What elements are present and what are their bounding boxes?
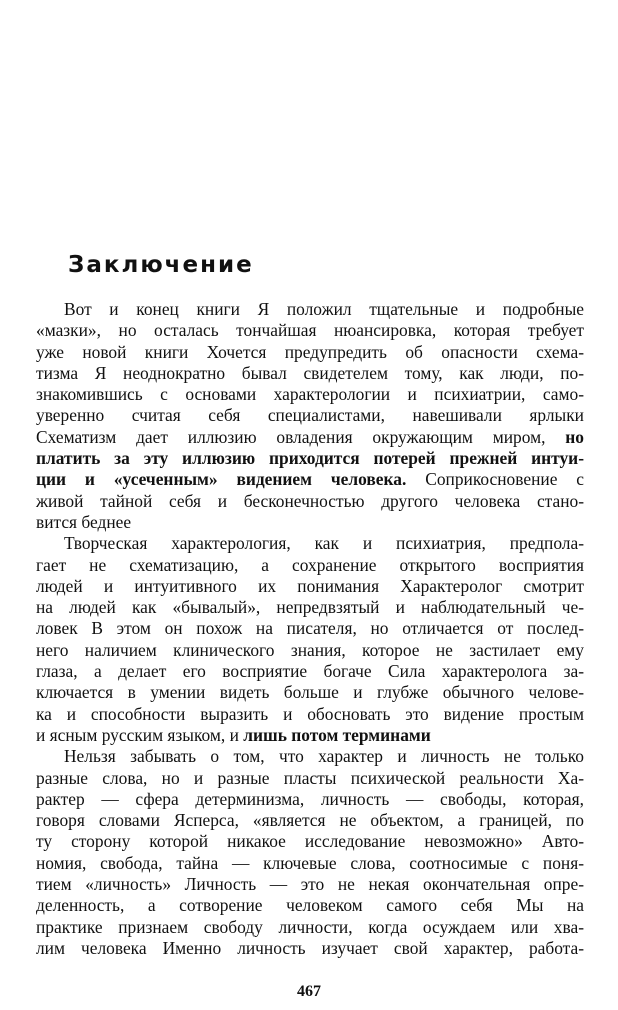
text-line: номия, свобода, тайна — ключевые слова, соотносимые с поня- xyxy=(36,852,584,873)
bold-text-segment: лишь потом терминами xyxy=(243,724,431,745)
text-line: уверенно считая себя специалистами, навешивали ярлыки xyxy=(36,405,584,426)
paragraph-2 xyxy=(36,533,584,746)
text-line xyxy=(36,725,584,746)
bold-text-segment: ции и «усеченным» видением человека. xyxy=(36,469,407,490)
text-line: тием «личность» Личность — это не некая окончательная опре- xyxy=(36,874,584,895)
bold-text-segment: но xyxy=(565,426,584,447)
text-line: глаза, а делает его восприятие богаче Сила характеролога за- xyxy=(36,661,584,682)
text-line xyxy=(36,469,584,490)
text-line: «мазки», но осталась тончайшая нюансировка, которая требует xyxy=(36,320,584,341)
page-number: 467 xyxy=(297,983,321,1000)
text-line: тизма Я неоднократно бывал свидетелем тому, как люди, по- xyxy=(36,362,584,383)
text-line: него наличием клинического знания, которое не застилает ему xyxy=(36,639,584,660)
text-line: ка и способности выразить и обосновать это видение простым xyxy=(36,703,584,724)
paragraph-3 xyxy=(36,746,584,959)
text-line: живой тайной себя и бесконечностью другого человека стано- xyxy=(36,490,584,511)
text-line: говоря словами Ясперса, «является не объектом, а границей, по xyxy=(36,810,584,831)
text-line: гает не схематизацию, а сохранение открытого восприятия xyxy=(36,554,584,575)
text-segment: и ясным русским языком, и xyxy=(36,724,239,745)
text-line: вится беднее xyxy=(36,511,132,532)
bold-text-line: платить за эту иллюзию приходится потерей прежней интуи- xyxy=(36,448,584,469)
text-line: людей и интуитивного их понимания Характеролог смотрит xyxy=(36,575,584,596)
text-line: уже новой книги Хочется предупредить об опасности схема- xyxy=(36,341,584,362)
text-line: ключается в умении видеть больше и глубже обычного челове- xyxy=(36,682,584,703)
text-line: Вот и конец книги Я положил тщательные и подробные xyxy=(64,299,584,319)
chapter-heading: Заключение xyxy=(68,252,254,278)
text-line: рактер — сфера детерминизма, личность — свободы, которая, xyxy=(36,788,584,809)
text-line xyxy=(36,427,584,448)
text-line: ловек В этом он похож на писателя, но отличается от послед- xyxy=(36,618,584,639)
text-line: деленность, а сотворение человеком самого себя Мы на xyxy=(36,895,584,916)
body-text xyxy=(36,299,584,959)
paragraph-1 xyxy=(36,299,584,533)
text-line: на людей как «бывалый», непредвзятый и наблюдательный че- xyxy=(36,597,584,618)
text-line: ту сторону которой никакое исследование невозможно» Авто- xyxy=(36,831,584,852)
text-segment: Схематизм дает иллюзию овладения окружающим миром, xyxy=(36,426,546,447)
text-line: Нельзя забывать о том, что характер и личность не только xyxy=(64,746,584,767)
text-line: Творческая характерология, как и психиатрия, предпола- xyxy=(64,533,584,554)
text-line: лим человека Именно личность изучает свой характер, работа- xyxy=(36,937,584,958)
text-line: практике признаем свободу личности, когда осуждаем или хва- xyxy=(36,916,584,937)
text-line: знакомившись с основами характерологии и психиатрии, само- xyxy=(36,384,584,405)
text-segment: Соприкосновение с xyxy=(425,469,585,490)
text-line: разные слова, но и разные пласты психической реальности Ха- xyxy=(36,767,584,788)
